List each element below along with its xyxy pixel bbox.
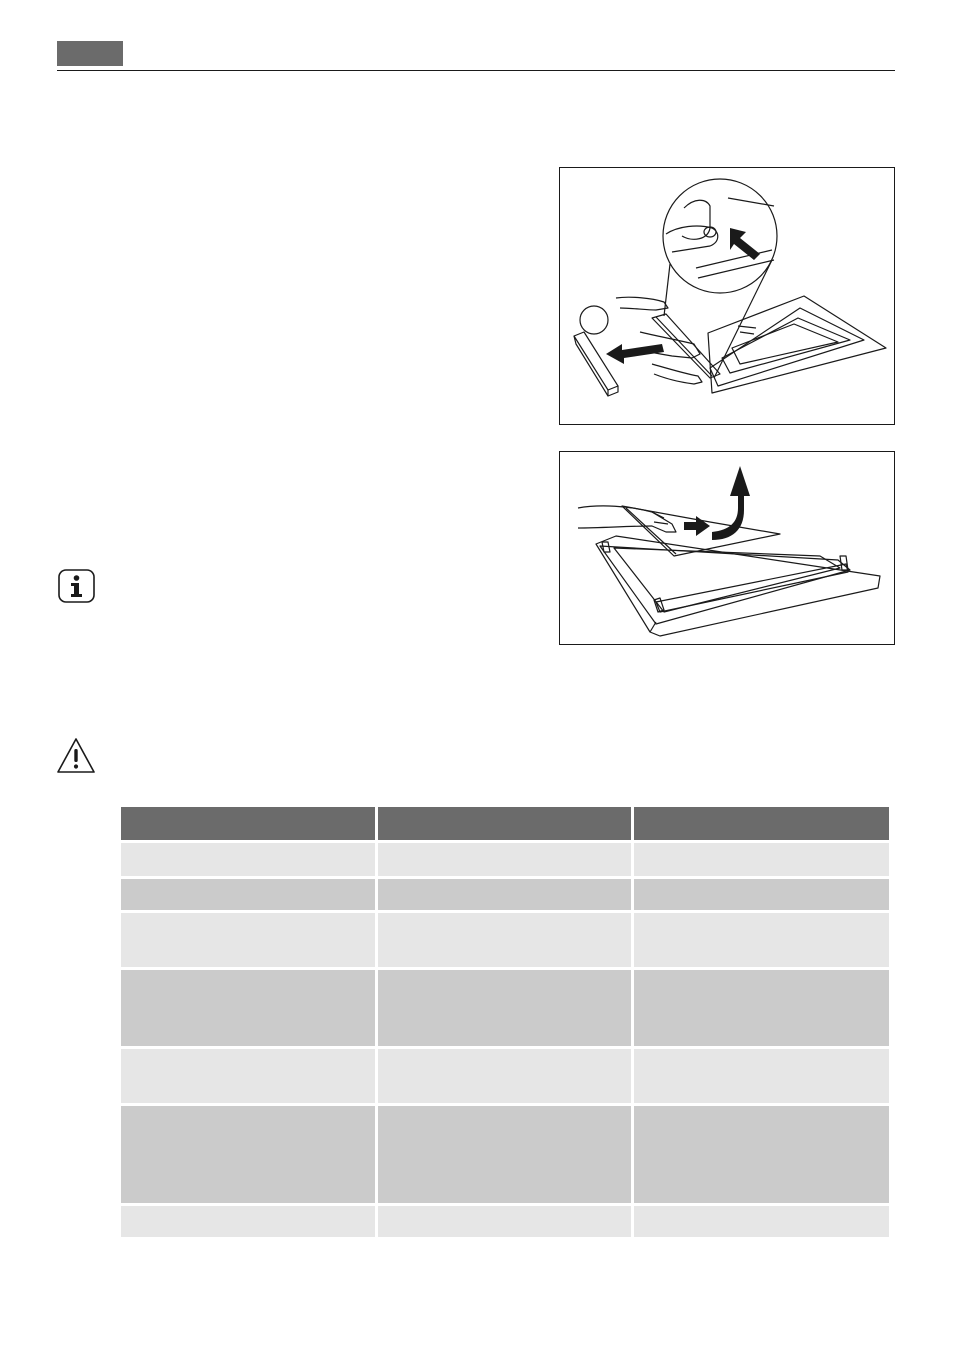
table-row (121, 1206, 889, 1237)
table-cell (121, 913, 375, 967)
table-cell (121, 1049, 375, 1103)
column-header (378, 807, 632, 840)
table-row (121, 970, 889, 1046)
table-row (121, 913, 889, 967)
table-cell (634, 1206, 889, 1237)
table-cell (121, 970, 375, 1046)
table-row (121, 843, 889, 876)
table-cell (378, 843, 632, 876)
table-row (121, 1106, 889, 1203)
figure-door-glass-removal (559, 451, 895, 645)
table-cell (378, 879, 632, 910)
table-cell (121, 1206, 375, 1237)
troubleshooting-table (118, 804, 892, 1240)
column-header (121, 807, 375, 840)
table-cell (634, 1049, 889, 1103)
table-cell (121, 879, 375, 910)
table-header-row (121, 807, 889, 840)
door-trim-illustration (560, 168, 896, 426)
table-cell (634, 1106, 889, 1203)
table-cell (378, 1206, 632, 1237)
table-row (121, 879, 889, 910)
table-cell (378, 1049, 632, 1103)
table-cell (378, 970, 632, 1046)
table-cell (378, 1106, 632, 1203)
info-icon (58, 569, 95, 603)
table-cell (634, 970, 889, 1046)
table-cell (121, 1106, 375, 1203)
table-row (121, 1049, 889, 1103)
table-cell (634, 879, 889, 910)
section-tab (57, 41, 123, 66)
table-cell (634, 843, 889, 876)
table-cell (378, 913, 632, 967)
figure-door-trim-removal (559, 167, 895, 425)
warning-icon (56, 737, 96, 775)
column-header (634, 807, 889, 840)
header-rule (57, 70, 895, 71)
table-cell (634, 913, 889, 967)
table-cell (121, 843, 375, 876)
door-glass-illustration (560, 452, 896, 646)
